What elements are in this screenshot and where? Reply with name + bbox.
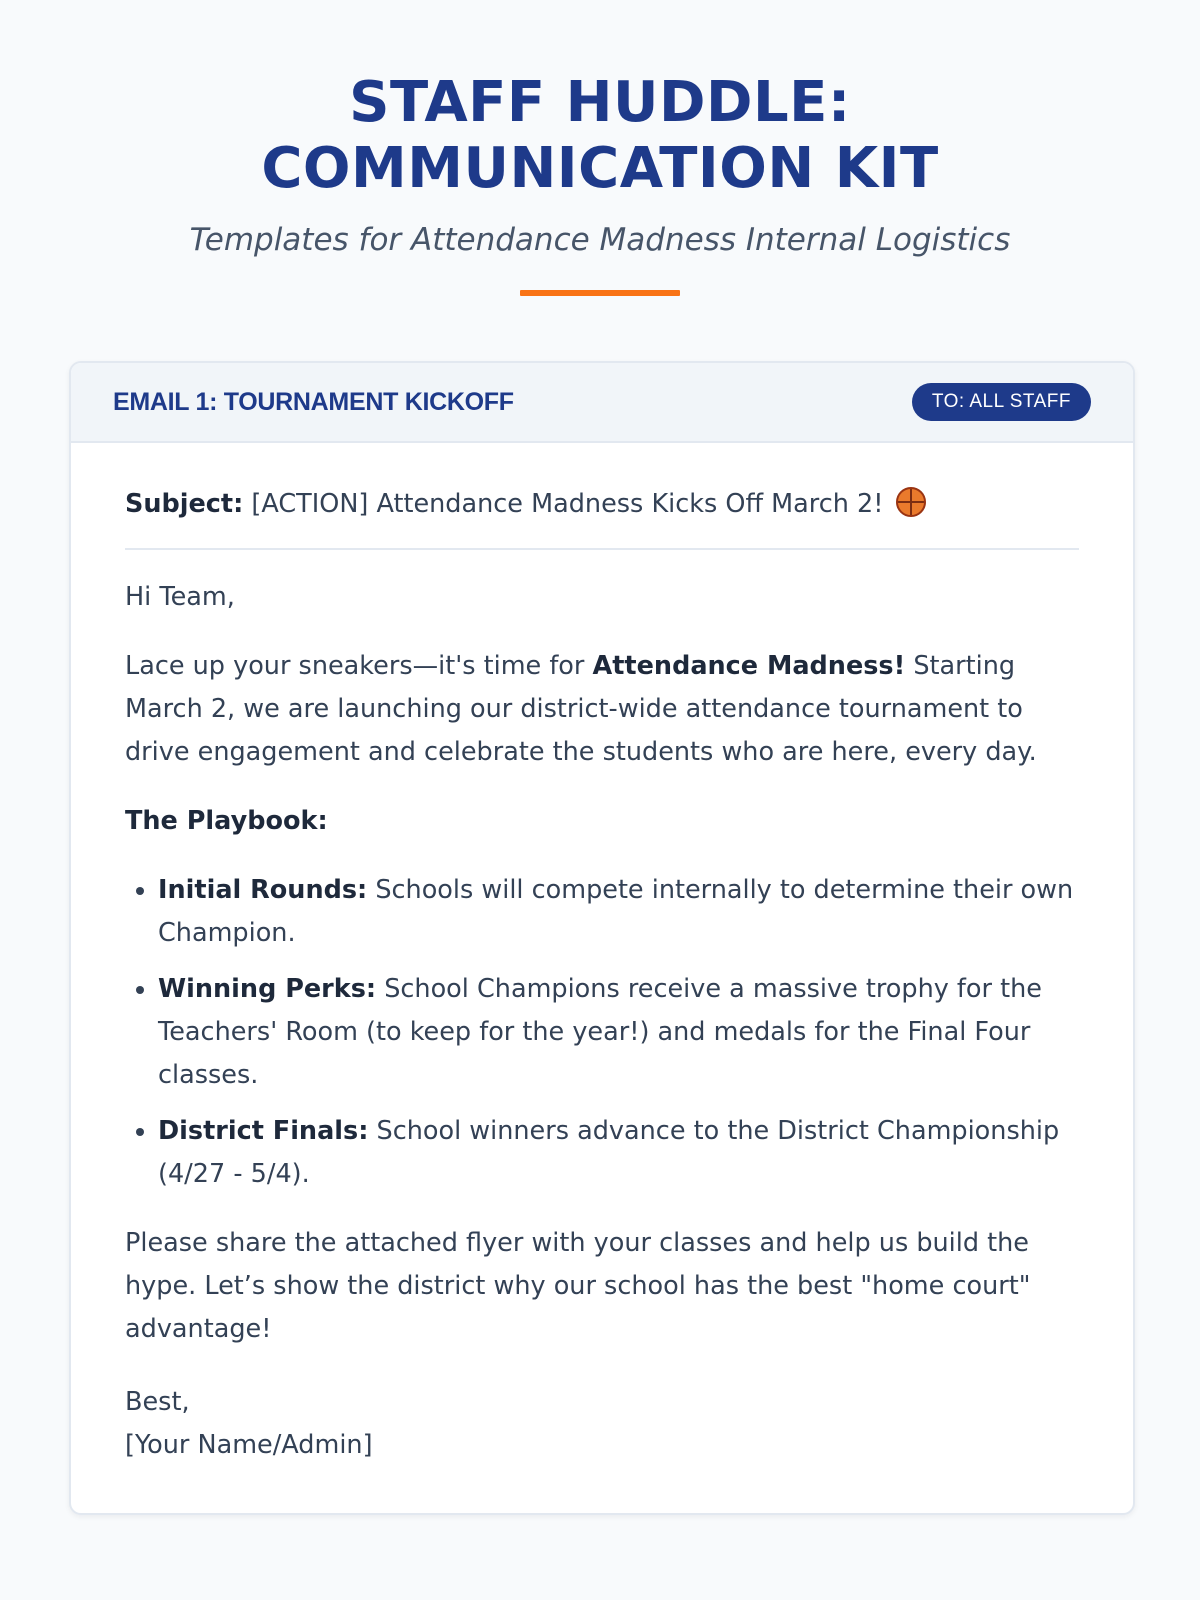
email-card-header bbox=[71, 363, 1133, 443]
email-closing-text: Please share the attached flyer with your classes and help us build the hype. Let’s show the district why our school has the best "home court" advantage! bbox=[125, 1228, 1031, 1344]
list-item bbox=[158, 1110, 1079, 1196]
page-subtitle: Templates for Attendance Madness Internal Logistics bbox=[189, 222, 1011, 258]
email-template-card bbox=[69, 361, 1135, 1515]
subject-text: [ACTION] Attendance Madness Kicks Off March 2! bbox=[251, 489, 884, 519]
page-title bbox=[0, 70, 1200, 202]
intro-text-before: Lace up your sneakers—it's time for bbox=[125, 651, 593, 681]
list-item-label: Winning Perks: bbox=[158, 974, 377, 1004]
list-item-text: School Champions receive a massive trophy for the Teachers' Room (to keep for the year!) and medals for the Final Four classes. bbox=[158, 974, 1042, 1090]
list-item bbox=[158, 968, 1079, 1097]
list-item-text: Schools will compete internally to determine their own Champion. bbox=[158, 875, 1074, 948]
email-signature: [Your Name/Admin] bbox=[125, 1430, 373, 1460]
list-item-text: School winners advance to the District Championship (4/27 - 5/4). bbox=[158, 1116, 1060, 1189]
title-line-1: STAFF HUDDLE: bbox=[349, 70, 851, 135]
list-item-label: Initial Rounds: bbox=[158, 875, 368, 905]
recipient-badge: TO: ALL STAFF bbox=[912, 383, 1091, 421]
email-signoff-block bbox=[125, 1381, 1079, 1467]
list-item bbox=[158, 869, 1079, 955]
basketball-icon bbox=[896, 487, 926, 517]
email-greeting: Hi Team, bbox=[125, 582, 235, 612]
email-signoff: Best, bbox=[125, 1387, 190, 1417]
list-item-label: District Finals: bbox=[158, 1116, 369, 1146]
email-body bbox=[71, 443, 1133, 1513]
title-line-2: COMMUNICATION KIT bbox=[261, 136, 939, 201]
intro-text-after: Starting March 2, we are launching our district-wide attendance tournament to drive engagement and celebrate the students who are here, every day. bbox=[125, 651, 1037, 767]
subject-label: Subject: bbox=[125, 489, 244, 519]
accent-divider bbox=[520, 290, 680, 296]
email-title: EMAIL 1: TOURNAMENT KICKOFF bbox=[113, 387, 514, 416]
playbook-list bbox=[125, 869, 1079, 1196]
playbook-heading: The Playbook: bbox=[125, 806, 328, 836]
email-subject bbox=[125, 483, 1079, 550]
page-header bbox=[0, 0, 1200, 296]
intro-highlight: Attendance Madness! bbox=[592, 651, 906, 681]
email-intro bbox=[125, 645, 1079, 774]
